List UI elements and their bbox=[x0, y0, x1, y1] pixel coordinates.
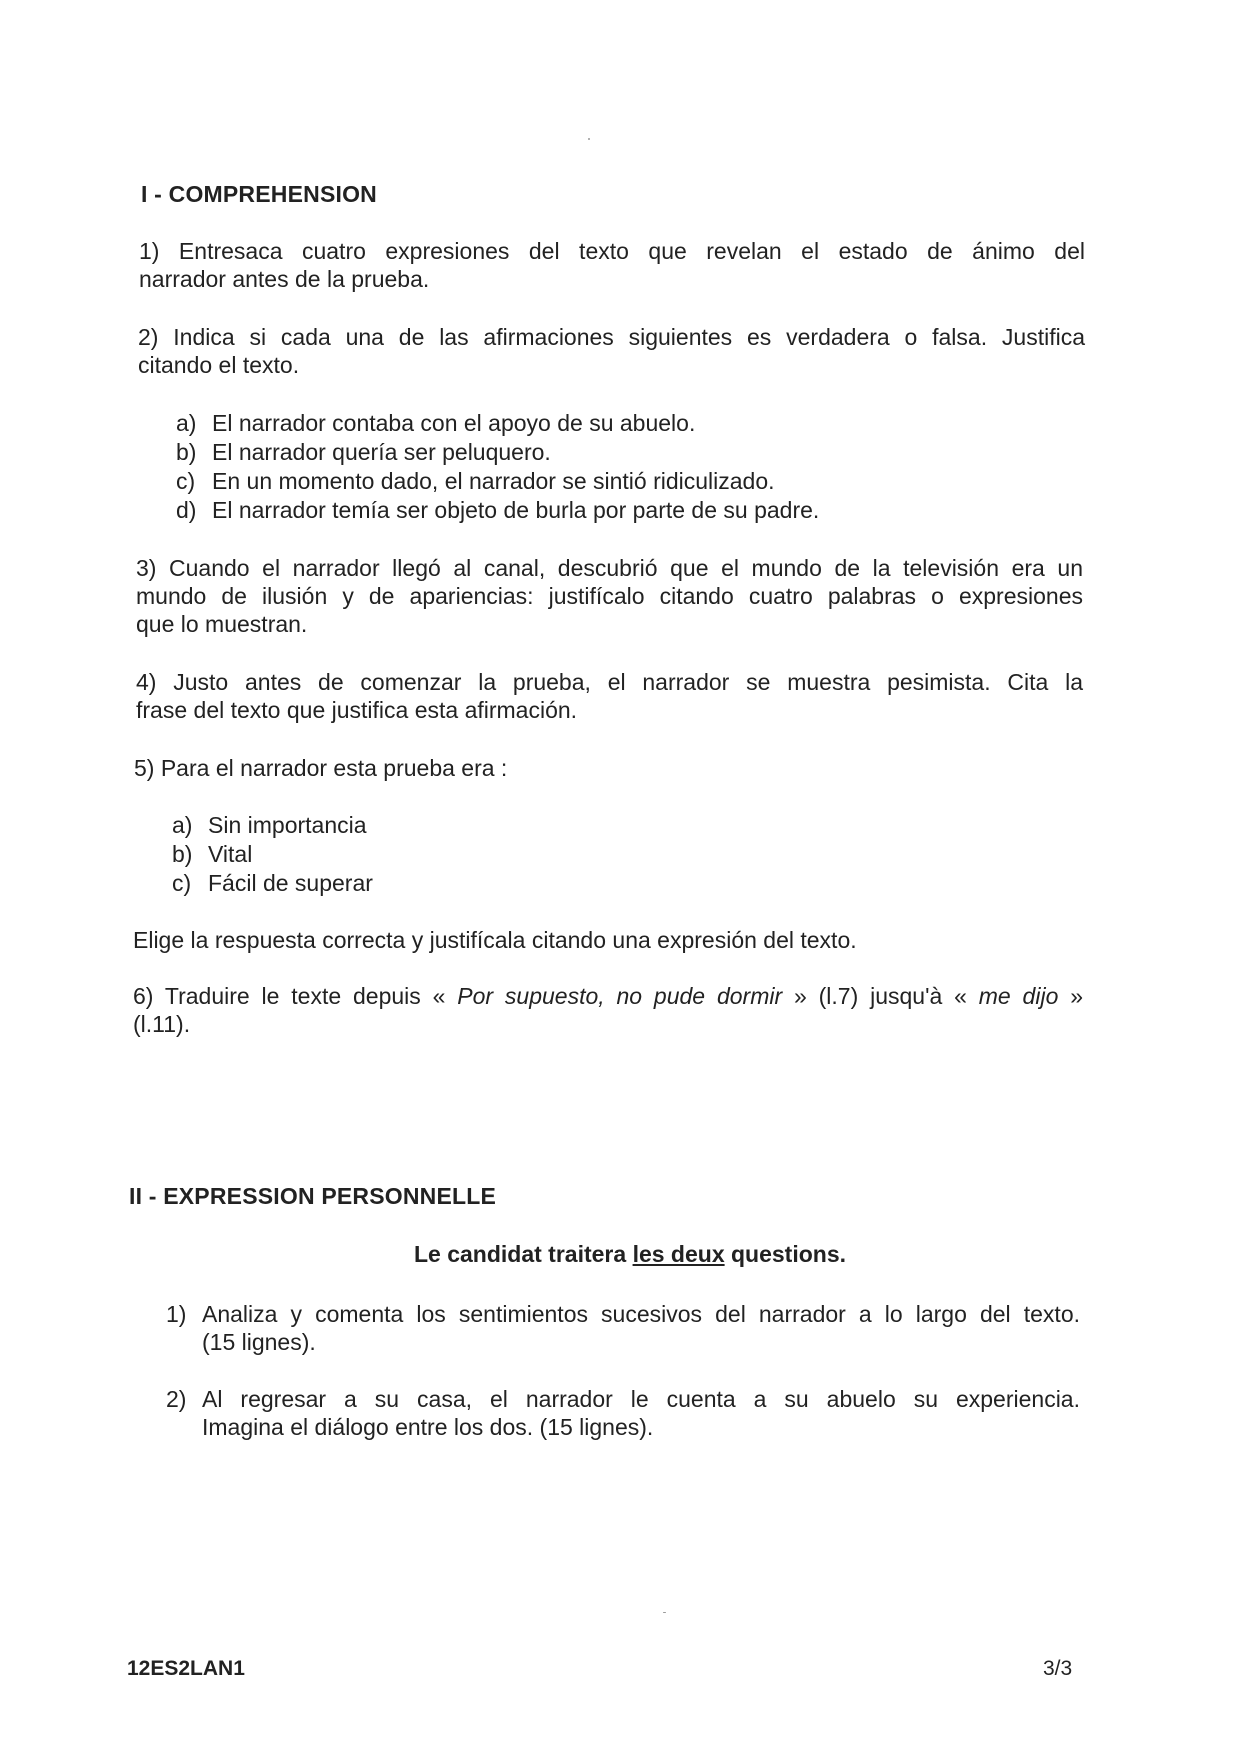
question-3-line2: mundo de ilusión y de apariencias: justifícalo citando cuatro palabras o expresiones bbox=[136, 583, 1083, 609]
list-item: b) El narrador quería ser peluquero. bbox=[176, 439, 551, 465]
list-item: b) Vital bbox=[172, 841, 253, 867]
list-item: a) Sin importancia bbox=[172, 812, 367, 838]
question-5-options bbox=[172, 811, 373, 898]
question-1 bbox=[139, 237, 1085, 293]
question-4 bbox=[136, 668, 1083, 724]
question-2 bbox=[138, 323, 1085, 379]
list-item: a) El narrador contaba con el apoyo de su abuelo. bbox=[176, 410, 696, 436]
page-number: 3/3 bbox=[1043, 1657, 1073, 1680]
essay-question-text: Analiza y comenta los sentimientos sucesivos del narrador a lo largo del texto. (15 lignes). bbox=[202, 1301, 1080, 1355]
essay-question-text: Al regresar a su casa, el narrador le cuenta a su abuelo su experiencia. Imagina el diálogo entre los dos. (15 lignes). bbox=[202, 1386, 1080, 1440]
question-3-line1: 3) Cuando el narrador llegó al canal, descubrió que el mundo de la televisión era un bbox=[136, 555, 1083, 581]
section-title-expression: II - EXPRESSION PERSONNELLE bbox=[129, 1183, 497, 1209]
list-item: c) En un momento dado, el narrador se sintió ridiculizado. bbox=[176, 468, 775, 494]
question-3 bbox=[136, 554, 1083, 638]
question-2-statements bbox=[176, 409, 819, 525]
essay-question-number: 1) bbox=[166, 1301, 187, 1327]
question-6-line1: 6) Traduire le texte depuis « Por supuesto, no pude dormir » (l.7) jusqu'à « me dijo » bbox=[133, 983, 1084, 1009]
question-3-line3: que lo muestran. bbox=[136, 611, 308, 637]
section-title-comprehension: I - COMPREHENSION bbox=[141, 181, 377, 207]
question-2-line1: 2) Indica si cada una de las afirmaciones siguientes es verdadera o falsa. Justifica bbox=[138, 324, 1085, 350]
essay-question-2 bbox=[166, 1385, 1080, 1445]
essay-question-number: 2) bbox=[166, 1386, 187, 1412]
essay-question-1 bbox=[166, 1300, 1080, 1360]
question-4-line2: frase del texto que justifica esta afirmación. bbox=[136, 697, 578, 723]
scan-speck bbox=[663, 1612, 666, 1613]
list-item: c) Fácil de superar bbox=[172, 870, 373, 896]
question-5-intro: 5) Para el narrador esta prueba era : bbox=[134, 755, 508, 781]
question-1-line2: narrador antes de la prueba. bbox=[139, 266, 430, 292]
exam-code: 12ES2LAN1 bbox=[127, 1657, 245, 1680]
instruction-note: Le candidat traitera les deux questions. bbox=[413, 1241, 847, 1267]
question-1-line1: 1) Entresaca cuatro expresiones del texto que revelan el estado de ánimo del bbox=[139, 238, 1085, 264]
scan-speck bbox=[588, 138, 590, 140]
question-4-line1: 4) Justo antes de comenzar la prueba, el narrador se muestra pesimista. Cita la bbox=[136, 669, 1083, 695]
question-6-line2: (l.11). bbox=[133, 1011, 191, 1037]
question-5-instruction: Elige la respuesta correcta y justifícala citando una expresión del texto. bbox=[133, 927, 857, 953]
list-item: d) El narrador temía ser objeto de burla por parte de su padre. bbox=[176, 497, 820, 523]
question-2-line2: citando el texto. bbox=[138, 352, 300, 378]
question-6 bbox=[133, 982, 1083, 1038]
